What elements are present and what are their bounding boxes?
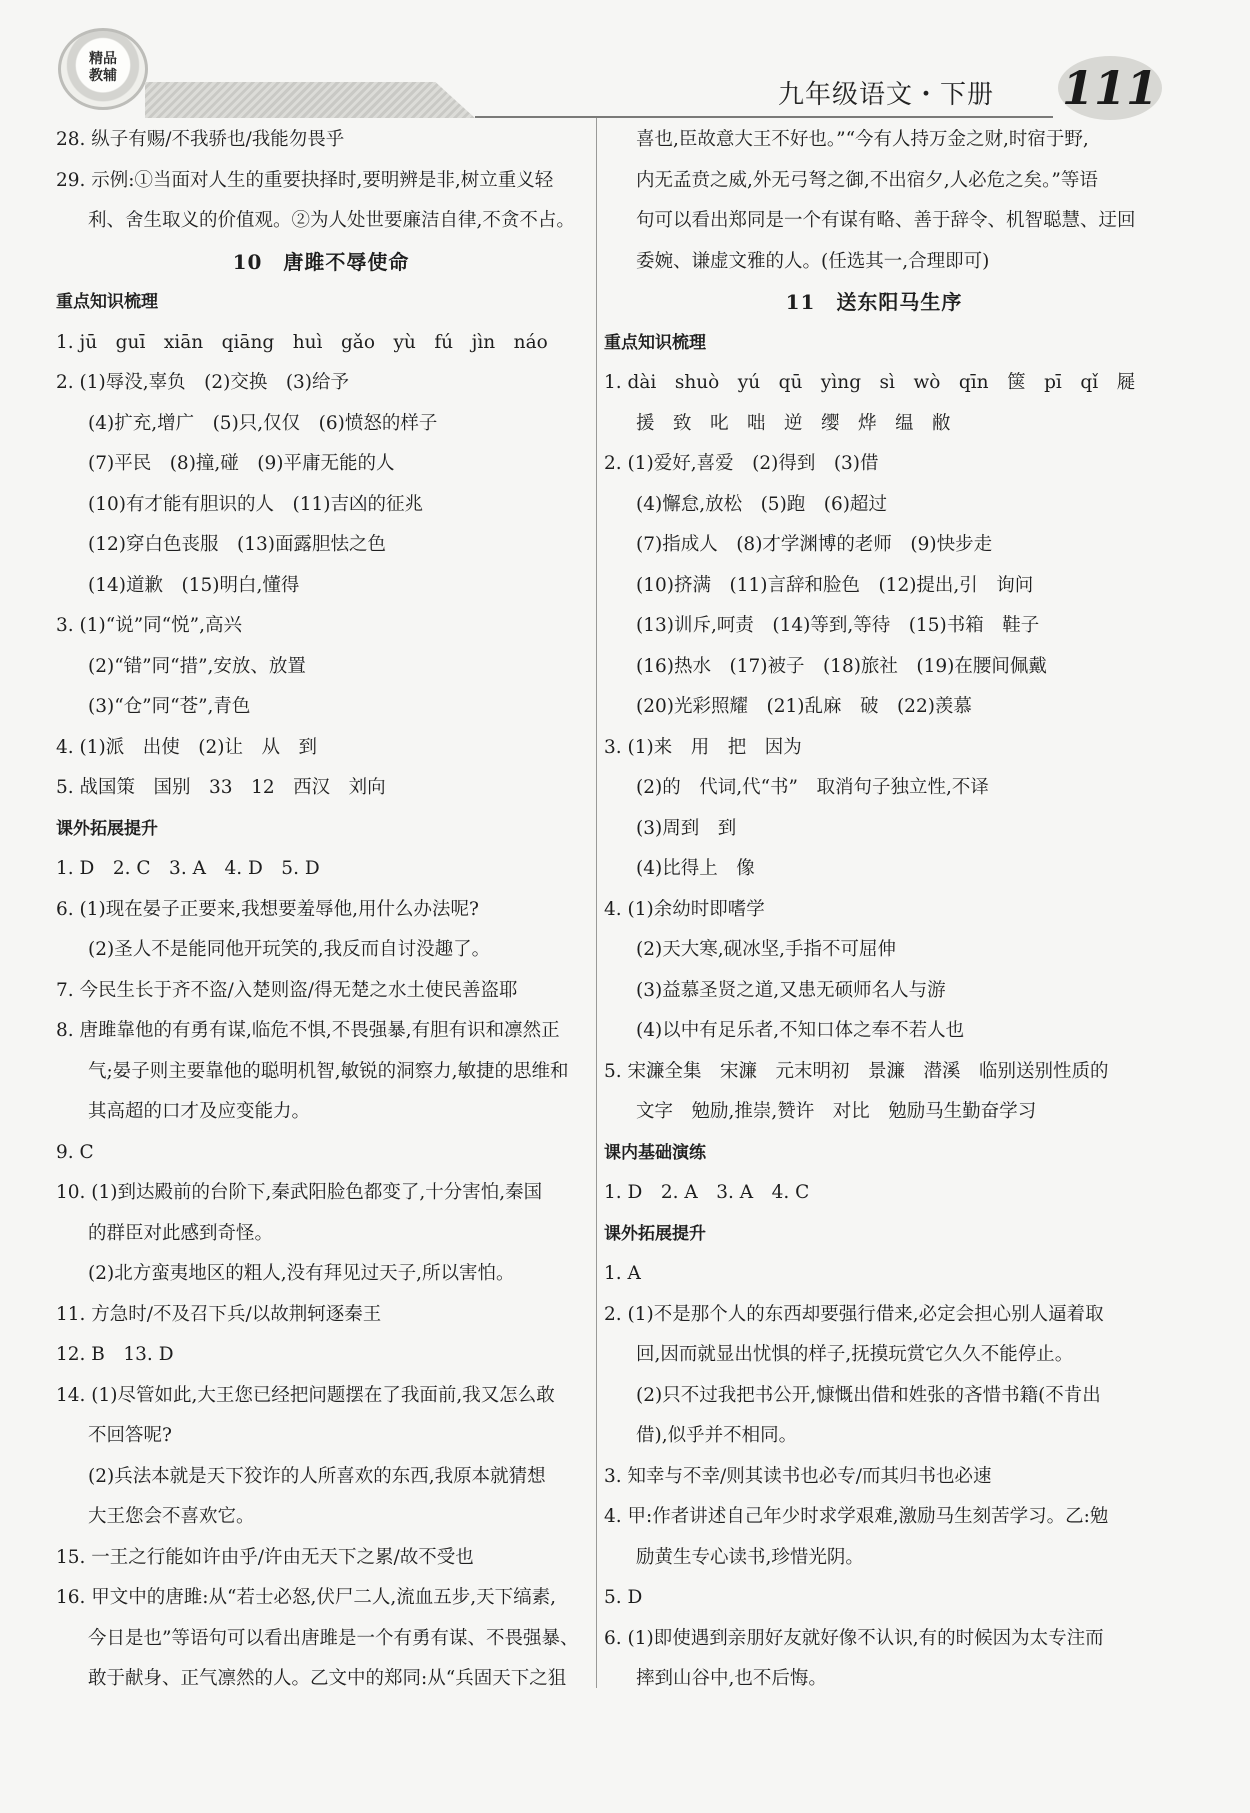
brand-badge bbox=[58, 28, 148, 110]
answer-line-continued: (2)的 代词,代“书” 取消句子独立性,不译 bbox=[636, 777, 989, 798]
answer-line-continued: (4)比得上 像 bbox=[636, 858, 755, 879]
header-rule bbox=[475, 116, 1053, 118]
answer-line-continued: 回,因而就显出忧惧的样子,抚摸玩赏它久久不能停止。 bbox=[636, 1344, 1074, 1365]
answer-line: 5. D bbox=[604, 1587, 643, 1608]
answer-line-continued: (2)圣人不是能同他开玩笑的,我反而自讨没趣了。 bbox=[88, 939, 491, 960]
answer-line-continued: (4)扩充,增广 (5)只,仅仅 (6)愤怒的样子 bbox=[88, 412, 438, 434]
answer-line-continued: 气;晏子则主要靠他的聪明机智,敏锐的洞察力,敏捷的思维和 bbox=[88, 1060, 569, 1082]
answer-line-continued: 援 致 叱 咄 逆 缨 烨 缊 敝 bbox=[636, 412, 951, 434]
answer-line: 12. B 13. D bbox=[56, 1344, 174, 1365]
answer-line-continued: (3)周到 到 bbox=[636, 817, 737, 839]
answer-line-continued: (2)“错”同“措”,安放、放置 bbox=[88, 655, 306, 677]
answer-line: 3. 知幸与不幸/则其读书也必专/而其归书也必速 bbox=[604, 1465, 992, 1487]
lesson-title: 11 送东阳马生序 bbox=[785, 290, 963, 314]
column-divider bbox=[596, 118, 597, 1688]
answer-line: 5. 战国策 国别 33 12 西汉 刘向 bbox=[56, 777, 386, 798]
answer-line-continued: 敢于献身、正气凛然的人。乙文中的郑同:从“兵固天下之狙 bbox=[88, 1668, 567, 1689]
answer-line-continued: (14)道歉 (15)明白,懂得 bbox=[88, 574, 300, 596]
answer-line: 1. dài shuò yú qū yìng sì wò qīn 箧 pī qǐ 屣 bbox=[604, 372, 1136, 393]
badge-line-1: 精品 bbox=[89, 51, 117, 67]
answer-line-continued: (2)兵法本就是天下狡诈的人所喜欢的东西,我原本就猜想 bbox=[88, 1465, 546, 1487]
answer-line-continued: (2)只不过我把书公开,慷慨出借和姓张的吝惜书籍(不肯出 bbox=[636, 1384, 1101, 1406]
answer-line-continued: (4)懈怠,放松 (5)跑 (6)超过 bbox=[636, 493, 887, 515]
answer-line: 8. 唐雎靠他的有勇有谋,临危不惧,不畏强暴,有胆有识和凛然正 bbox=[56, 1020, 560, 1041]
answer-line-continued: 内无孟贲之威,外无弓弩之御,不出宿夕,人必危之矣。”等语 bbox=[636, 169, 1098, 191]
answer-line-continued: 文字 勉励,推崇,赞许 对比 勉励马生勤奋学习 bbox=[636, 1101, 1037, 1122]
answer-line: 16. 甲文中的唐雎:从“若士必怒,伏尸二人,流血五步,天下缟素, bbox=[56, 1587, 557, 1608]
right-column bbox=[604, 120, 1144, 1700]
answer-line-continued: 喜也,臣故意大王不好也。”“今有人持万金之财,时宿于野, bbox=[636, 129, 1089, 150]
answer-line: 4. 甲:作者讲述自己年少时求学艰难,激励马生刻苦学习。乙:勉 bbox=[604, 1506, 1109, 1527]
answer-line-continued: 大王您会不喜欢它。 bbox=[88, 1506, 255, 1527]
answer-line: 4. (1)余幼时即嗜学 bbox=[604, 898, 765, 920]
section-heading: 课内基础演练 bbox=[604, 1142, 706, 1163]
answer-line: 9. C bbox=[56, 1141, 94, 1163]
answer-line-continued: (3)益慕圣贤之道,又患无硕师名人与游 bbox=[636, 979, 946, 1001]
answer-line-continued: (7)指成人 (8)才学渊博的老师 (9)快步走 bbox=[636, 534, 993, 555]
answer-line-continued: 委婉、谦虚文雅的人。(任选其一,合理即可) bbox=[636, 250, 990, 272]
answer-line-continued: (16)热水 (17)被子 (18)旅社 (19)在腰间佩戴 bbox=[636, 655, 1047, 677]
answer-line: 5. 宋濂全集 宋濂 元末明初 景濂 潜溪 临别送别性质的 bbox=[604, 1060, 1109, 1082]
answer-line-continued: (13)训斥,呵责 (14)等到,等待 (15)书箱 鞋子 bbox=[636, 615, 1040, 636]
section-heading: 课外拓展提升 bbox=[56, 818, 158, 839]
answer-line: 7. 今民生长于齐不盗/入楚则盗/得无楚之水土使民善盗耶 bbox=[56, 979, 518, 1001]
answer-line: 6. (1)现在晏子正要来,我想要羞辱他,用什么办法呢? bbox=[56, 898, 479, 920]
answer-line: 11. 方急时/不及召下兵/以故荆轲逐秦王 bbox=[56, 1303, 382, 1325]
answer-line-continued: (7)平民 (8)撞,碰 (9)平庸无能的人 bbox=[88, 453, 395, 474]
answer-line-continued: 今日是也”等语句可以看出唐雎是一个有勇有谋、不畏强暴、 bbox=[88, 1627, 579, 1649]
answer-line: 2. (1)辱没,辜负 (2)交换 (3)给予 bbox=[56, 372, 350, 393]
answer-line: 2. (1)爱好,喜爱 (2)得到 (3)借 bbox=[604, 453, 879, 474]
answer-line: 1. jū guī xiān qiāng huì gǎo yù fú jìn náo bbox=[56, 331, 548, 353]
answer-line-continued: (10)挤满 (11)言辞和脸色 (12)提出,引 询问 bbox=[636, 574, 1034, 596]
answer-line-continued: 的群臣对此感到奇怪。 bbox=[88, 1222, 274, 1244]
left-column bbox=[56, 120, 586, 1700]
answer-line: 29. 示例:①当面对人生的重要抉择时,要明辨是非,树立重义轻 bbox=[56, 169, 554, 191]
section-heading: 课外拓展提升 bbox=[604, 1223, 706, 1244]
answer-line: 2. (1)不是那个人的东西却要强行借来,必定会担心别人逼着取 bbox=[604, 1303, 1104, 1325]
answer-line: 1. D 2. C 3. A 4. D 5. D bbox=[56, 858, 320, 879]
answer-line: 10. (1)到达殿前的台阶下,秦武阳脸色都变了,十分害怕,秦国 bbox=[56, 1182, 543, 1203]
answer-line-continued: (4)以中有足乐者,不知口体之奉不若人也 bbox=[636, 1020, 965, 1041]
header-decorative-band bbox=[145, 82, 475, 118]
answer-line-continued: (3)“仓”同“苍”,青色 bbox=[88, 696, 251, 717]
answer-line: 1. A bbox=[604, 1263, 641, 1284]
answer-line: 15. 一王之行能如许由乎/许由无天下之累/故不受也 bbox=[56, 1546, 474, 1568]
answer-line-continued: (10)有才能有胆识的人 (11)吉凶的征兆 bbox=[88, 493, 423, 515]
answer-line-continued: 励黄生专心读书,珍惜光阴。 bbox=[636, 1546, 864, 1568]
answer-line: 1. D 2. A 3. A 4. C bbox=[604, 1182, 810, 1203]
book-title: 九年级语文・下册 bbox=[778, 80, 995, 110]
answer-line: 3. (1)来 用 把 因为 bbox=[604, 736, 802, 758]
answer-line: 4. (1)派 出使 (2)让 从 到 bbox=[56, 736, 317, 758]
section-heading: 重点知识梳理 bbox=[56, 292, 158, 312]
answer-line-continued: (20)光彩照耀 (21)乱麻 破 (22)羡慕 bbox=[636, 696, 972, 717]
answer-line-continued: 借),似乎并不相同。 bbox=[636, 1425, 798, 1446]
answer-line: 6. (1)即使遇到亲朋好友就好像不认识,有的时候因为太专注而 bbox=[604, 1627, 1104, 1649]
answer-line-continued: 句可以看出郑同是一个有谋有略、善于辞令、机智聪慧、迂回 bbox=[636, 210, 1136, 231]
answer-line-continued: (2)北方蛮夷地区的粗人,没有拜见过天子,所以害怕。 bbox=[88, 1263, 515, 1284]
badge-line-2: 教辅 bbox=[89, 68, 117, 84]
answer-line-continued: 不回答呢? bbox=[88, 1425, 172, 1446]
answer-line-continued: 利、舍生取义的价值观。②为人处世要廉洁自律,不贪不占。 bbox=[88, 210, 575, 231]
brand-badge-text bbox=[61, 51, 145, 85]
answer-line: 28. 纵子有赐/不我骄也/我能勿畏乎 bbox=[56, 129, 345, 150]
lesson-title: 10 唐雎不辱使命 bbox=[232, 249, 410, 274]
page-header bbox=[0, 0, 1250, 125]
answer-line-continued: (12)穿白色丧服 (13)面露胆怯之色 bbox=[88, 534, 386, 555]
answer-line-continued: 摔到山谷中,也不后悔。 bbox=[636, 1668, 827, 1689]
page-number: 111 bbox=[1058, 56, 1162, 120]
answer-line: 14. (1)尽管如此,大王您已经把问题摆在了我面前,我又怎么敢 bbox=[56, 1384, 555, 1406]
answer-line: 3. (1)“说”同“悦”,高兴 bbox=[56, 615, 242, 636]
answer-line-continued: (2)天大寒,砚冰坚,手指不可屈伸 bbox=[636, 939, 896, 960]
answer-line-continued: 其高超的口才及应变能力。 bbox=[88, 1101, 311, 1122]
section-heading: 重点知识梳理 bbox=[604, 332, 706, 353]
